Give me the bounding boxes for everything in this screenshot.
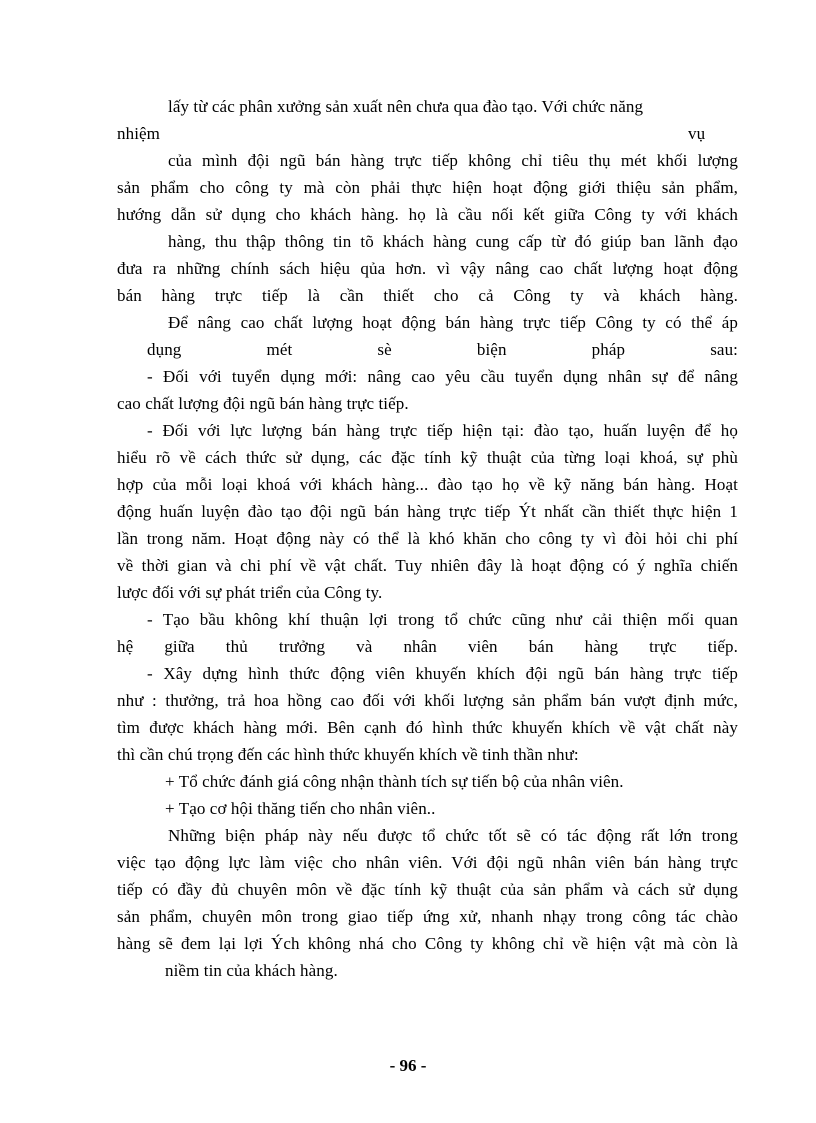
text-line: về thời gian và chi phí về vật chất. Tuy nhiên đây là hoạt động có ý nghĩa chiến bbox=[117, 556, 738, 575]
text-line: động huấn luyện đào tạo đội ngũ bán hàng trực tiếp Ýt nhất cần thiết thực hiện 1 bbox=[117, 502, 738, 521]
text-line: nhiệm bbox=[117, 124, 160, 143]
text-line: thì cần chú trọng đến các hình thức khuyến khích về tinh thần như: bbox=[117, 745, 579, 764]
text-line: lần trong năm. Hoạt động này có thể là khó khăn cho công ty vì đòi hỏi chi phí bbox=[117, 529, 738, 548]
text-line: hợp của mỗi loại khoá với khách hàng... đào tạo họ về kỹ năng bán hàng. Hoạt bbox=[117, 475, 738, 494]
text-line: - Tạo bầu không khí thuận lợi trong tổ chức cũng như cải thiện mối quan bbox=[147, 610, 738, 629]
text-line: - Xây dựng hình thức động viên khuyến khích đội ngũ bán hàng trực tiếp bbox=[147, 664, 738, 683]
text-line: hiểu rõ về cách thức sử dụng, các đặc tính kỹ thuật của từng loại khoá, sự phù bbox=[117, 448, 738, 467]
text-line: Những biện pháp này nếu được tổ chức tốt sẽ có tác động rất lớn trong bbox=[168, 826, 738, 845]
text-line: lược đối với sự phát triển của Công ty. bbox=[117, 583, 383, 602]
text-line: + Tạo cơ hội thăng tiến cho nhân viên.. bbox=[165, 799, 436, 818]
text-line: + Tổ chức đánh giá công nhận thành tích sự tiến bộ của nhân viên. bbox=[165, 772, 624, 791]
text-line: Để nâng cao chất lượng hoạt động bán hàng trực tiếp Công ty có thể áp bbox=[168, 313, 738, 332]
text-line: sản phẩm cho công ty mà còn phải thực hiện hoạt động giới thiệu sản phẩm, bbox=[117, 178, 738, 197]
text-line: hàng sẽ đem lại lợi Ých không nhá cho Công ty không chỉ về hiện vật mà còn là bbox=[117, 934, 738, 953]
text-line: như : thưởng, trả hoa hồng cao đối với khối lượng sản phẩm bán vượt định mức, bbox=[117, 691, 738, 710]
text-line: niềm tin của khách hàng. bbox=[165, 961, 338, 980]
text-line: - Đối với tuyển dụng mới: nâng cao yêu cầu tuyển dụng nhân sự để nâng bbox=[147, 367, 738, 386]
text-line: hàng, thu thập thông tin tõ khách hàng cung cấp từ đó giúp ban lãnh đạo bbox=[168, 232, 738, 251]
text-line: cao chất lượng đội ngũ bán hàng trực tiếp. bbox=[117, 394, 409, 413]
text-line: đưa ra những chính sách hiệu qủa hơn. vì vậy nâng cao chất lượng hoạt động bbox=[117, 259, 738, 278]
text-line: - Đối với lực lượng bán hàng trực tiếp hiện tại: đào tạo, huấn luyện để họ bbox=[147, 421, 738, 440]
text-line: bán hàng trực tiếp là cần thiết cho cả Công ty và khách hàng. bbox=[117, 286, 738, 305]
text-line: hướng dẫn sử dụng cho khách hàng. họ là cầu nối kết giữa Công ty với khách bbox=[117, 205, 738, 224]
text-line: vụ bbox=[688, 124, 706, 143]
text-line: tiếp có đầy đủ chuyên môn về đặc tính kỹ thuật của sản phẩm và cách sử dụng bbox=[117, 880, 738, 899]
page-number: - 96 - bbox=[389, 1056, 427, 1075]
text-line: sản phẩm, chuyên môn trong giao tiếp ứng xử, nhanh nhạy trong công tác chào bbox=[117, 907, 738, 926]
text-line: hệ giữa thủ trưởng và nhân viên bán hàng trực tiếp. bbox=[117, 637, 738, 656]
text-line: dụng mét sè biện pháp sau: bbox=[147, 340, 738, 359]
text-line: của mình đội ngũ bán hàng trực tiếp không chỉ tiêu thụ mét khối lượng bbox=[168, 151, 738, 170]
text-line: lấy từ các phân xưởng sản xuất nên chưa qua đào tạo. Với chức năng bbox=[168, 97, 644, 116]
text-line: việc tạo động lực làm việc cho nhân viên. Với đội ngũ nhân viên bán hàng trực bbox=[117, 853, 738, 872]
text-line: tìm được khách hàng mới. Bên cạnh đó hình thức khuyến khích về vật chất này bbox=[117, 718, 738, 737]
